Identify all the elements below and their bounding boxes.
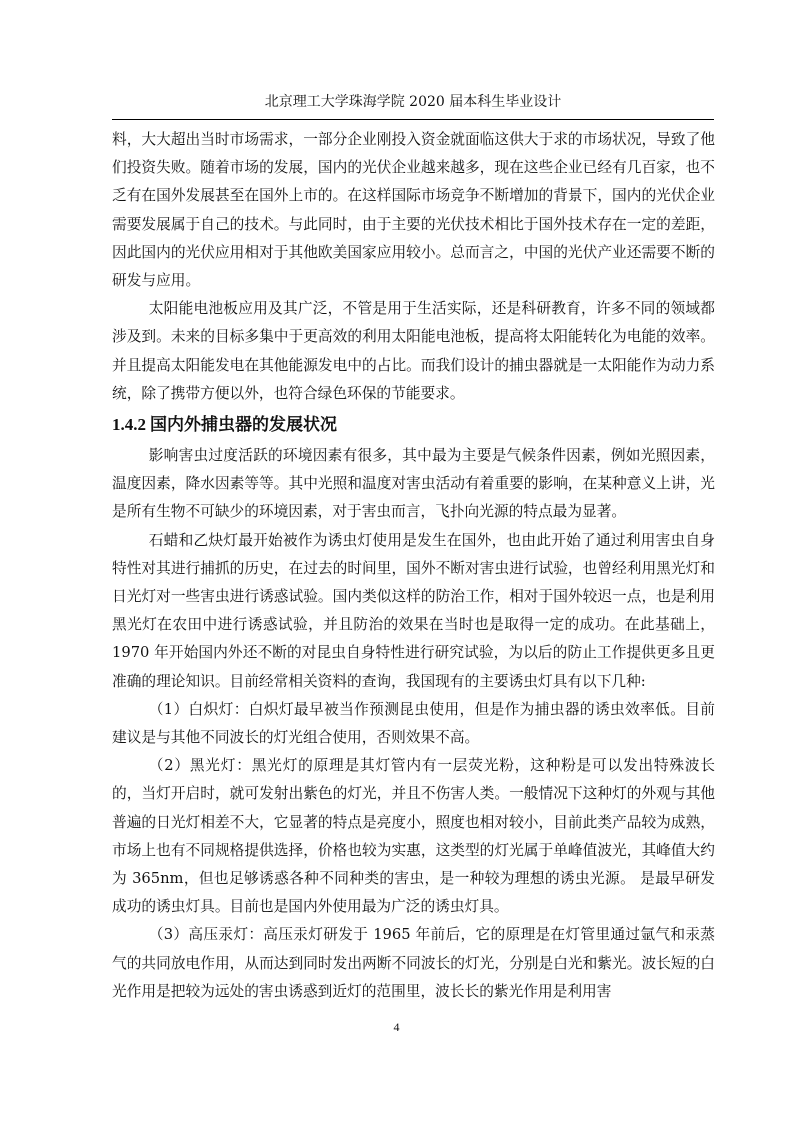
section-number: 1.4.2	[112, 415, 146, 435]
list-item-paragraph: （1）白炽灯：白炽灯最早被当作预测昆虫使用，但是作为捕虫器的诱虫效率低。目前建议是与其他不同波长的灯光组合使用，否则效果不高。	[112, 700, 715, 747]
header-rule	[112, 119, 714, 120]
paragraph: 影响害虫过度活跃的环境因素有很多，其中最为主要是气候条件因素，例如光照因素，温度因素，降水因素等等。其中光照和温度对害虫活动有着重要的影响，在某种意义上讲，光是所有生物不可缺少的环境因素，对于害虫而言，飞扑向光源的特点最为显著。	[112, 447, 715, 521]
section-heading	[112, 410, 715, 440]
running-header: 北京理工大学珠海学院 2020 届本科生毕业设计	[264, 94, 562, 110]
list-item-paragraph: （2）黑光灯：黑光灯的原理是其灯管内有一层荧光粉，这种粉是可以发出特殊波长的，当灯开启时，就可发射出紫色的灯光，并且不伤害人类。一般情况下这种灯的外观与其他普遍的日光灯相差不大，它显著的特点是亮度小，照度也相对较小，目前此类产品较为成熟，市场上也有不同规格提供选择，价格也较为实惠，这类型的灯光属于单峰值波光，其峰值大约为 365nm，但也足够诱惑各种不同种类的害虫，是一种较为理想的诱虫光源。 是最早研发成功的诱虫灯具。目前也是国内外使用最为广泛的诱虫灯具。	[112, 757, 715, 916]
list-item-paragraph: （3）高压汞灯：高压汞灯研发于 1965 年前后，它的原理是在灯管里通过氩气和汞蒸气的共同放电作用，从而达到同时发出两断不同波长的灯光，分别是白光和紫光。波长短的白光作用是把较为远处的害虫诱惑到近灯的范围里，波长长的紫光作用是利用害	[112, 926, 715, 1000]
paragraph: 太阳能电池板应用及其广泛，不管是用于生活实际，还是科研教育，许多不同的领域都涉及到。未来的目标多集中于更高效的利用太阳能电池板，提高将太阳能转化为电能的效率。并且提高太阳能发电在其他能源发电中的占比。而我们设计的捕虫器就是一太阳能作为动力系统，除了携带方便以外，也符合绿色环保的节能要求。	[112, 300, 715, 402]
page-number: 4	[393, 1020, 400, 1034]
page-body	[112, 126, 715, 1006]
paragraph: 石蜡和乙炔灯最开始被作为诱虫灯使用是发生在国外，也由此开始了通过利用害虫自身特性对其进行捕抓的历史，在过去的时间里，国外不断对害虫进行试验，也曾经利用黑光灯和日光灯对一些害虫进行诱惑试验。国内类似这样的防治工作，相对于国外较迟一点，也是利用黑光灯在农田中进行诱惑试验，并且防治的效果在当时也是取得一定的成功。在此基础上，1970 年开始国内外还不断的对昆虫自身特性进行研究试验，为以后的防止工作提供更多且更准确的理论知识。目前经常相关资料的查询，我国现有的主要诱虫灯具有以下几种:	[112, 531, 715, 690]
paragraph-continuation: 料，大大超出当时市场需求，一部分企业刚投入资金就面临这供大于求的市场状况，导致了他们投资失败。随着市场的发展，国内的光伏企业越来越多，现在这些企业已经有几百家，也不乏有在国外发展甚至在国外上市的。在这样国际市场竞争不断增加的背景下，国内的光伏企业需要发展属于自己的技术。与此同时，由于主要的光伏技术相比于国外技术存在一定的差距，因此国内的光伏应用相对于其他欧美国家应用较小。总而言之，中国的光伏产业还需要不断的研发与应用。	[112, 131, 715, 290]
section-title: 国内外捕虫器的发展状况	[150, 415, 337, 436]
